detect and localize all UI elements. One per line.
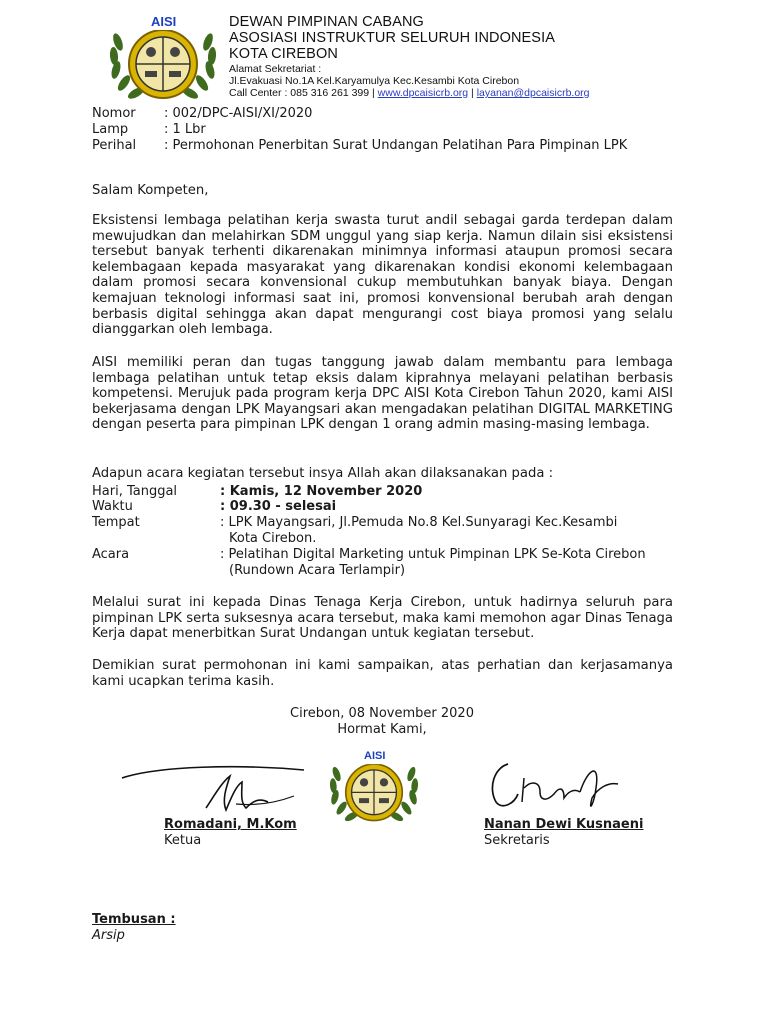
paragraph-2: AISI memiliki peran dan tugas tanggung jawab dalam membantu para lembaga lembaga pelatihan untuk tetap eksis dalam kiprahnya melayani pelatihan berbasis kompetensi. Merujuk pada program kerja DPC AISI Kota Cirebon Tahun 2020, kami AISI bekerjasama dengan LPK Mayangsari akan mengadakan pelatihan DIGITAL MARKETING dengan peserta para pimpinan LPK dengan 1 orang admin masing-masing lembaga. xyxy=(92,355,673,433)
paragraph-1: Eksistensi lembaga pelatihan kerja swasta turut andil sebagai garda terdepan dalam mewujudkan dan melahirkan SDM unggul yang siap kerja. Namun dilain sisi eksistensi tersebut banyak terhenti dikarenakan minimnya informasi ataupun promosi secara kelembagaan kepada masyarakat yang dikarenakan kondisi ekonomi kelembagaan dalam promosi secara konvensional cukup membutuhkan banyak biaya. Dengan kemajuan teknologi informasi saat ini, promosi konvensional berubah arah dengan berbasis digital sehingga akan dapat mengurangi cost biaya promosi yang selalu dianggarkan oleh lembaga. xyxy=(92,213,673,338)
acara-label: Acara xyxy=(92,547,130,562)
tempat-value-1: : LPK Mayangsari, Jl.Pemuda No.8 Kel.Sunyaragi Kec.Kesambi xyxy=(220,515,618,530)
nomor-label: Nomor xyxy=(92,106,136,121)
org-line-1: DEWAN PIMPINAN CABANG xyxy=(229,14,424,30)
waktu-label: Waktu xyxy=(92,499,133,514)
signer-left-role: Ketua xyxy=(164,833,202,848)
signer-right-name: Nanan Dewi Kusnaeni xyxy=(484,817,644,832)
nomor-value: : 002/DPC-AISI/XI/2020 xyxy=(164,106,313,121)
acara-value-1: : Pelatihan Digital Marketing untuk Pimpinan LPK Se-Kota Cirebon xyxy=(220,547,646,562)
hari-value: : Kamis, 12 November 2020 xyxy=(220,484,423,499)
acara-value-2: (Rundown Acara Terlampir) xyxy=(229,563,406,578)
perihal-label: Perihal xyxy=(92,138,137,153)
lamp-label: Lamp xyxy=(92,122,129,137)
logo-text: AISI xyxy=(151,14,177,29)
signature-left xyxy=(118,756,308,822)
address-label: Alamat Sekretariat : xyxy=(229,63,322,75)
tembusan-value: Arsip xyxy=(92,928,125,943)
address: Jl.Evakuasi No.1A Kel.Karyamulya Kec.Kesambi Kota Cirebon xyxy=(229,75,520,87)
salutation: Salam Kompeten, xyxy=(92,183,209,198)
website-link[interactable]: www.dpcaisicrb.org xyxy=(377,87,469,99)
paragraph-3: Melalui surat ini kepada Dinas Tenaga Kerja Cirebon, untuk hadirnya seluruh para pimpinan LPK serta suksesnya acara tersebut, maka kami memohon agar Dinas Tenaga Kerja dapat menerbitkan Surat Undangan untuk kegiatan tersebut. xyxy=(92,595,673,642)
agenda-intro: Adapun acara kegiatan tersebut insya Allah akan dilaksanakan pada : xyxy=(92,466,554,481)
regards: Hormat Kami, xyxy=(337,722,427,737)
org-line-2: ASOSIASI INSTRUKTUR SELURUH INDONESIA xyxy=(229,30,555,46)
place-date: Cirebon, 08 November 2020 xyxy=(290,706,474,721)
logo-stamp-text: AISI xyxy=(364,750,386,762)
paragraph-4: Demikian surat permohonan ini kami sampaikan, atas perhatian dan kerjasamanya kami ucapkan terima kasih. xyxy=(92,658,673,689)
waktu-value: : 09.30 - selesai xyxy=(220,499,337,514)
tembusan-label: Tembusan : xyxy=(92,912,176,927)
hari-label: Hari, Tanggal xyxy=(92,484,178,499)
signature-right xyxy=(484,758,634,818)
lamp-value: : 1 Lbr xyxy=(164,122,206,137)
org-line-3: KOTA CIREBON xyxy=(229,46,338,62)
signer-left-name: Romadani, M.Kom xyxy=(164,817,297,832)
tempat-value-2: Kota Cirebon. xyxy=(229,531,317,546)
perihal-value: : Permohonan Penerbitan Surat Undangan Pelatihan Para Pimpinan LPK xyxy=(164,138,628,153)
signer-right-role: Sekretaris xyxy=(484,833,550,848)
tempat-label: Tempat xyxy=(92,515,140,530)
contact-separator: | xyxy=(471,87,474,99)
contact-line xyxy=(229,87,590,99)
call-center: Call Center : 085 316 261 399 | xyxy=(229,87,375,99)
email-link[interactable]: layanan@dpcaisicrb.org xyxy=(476,87,590,99)
